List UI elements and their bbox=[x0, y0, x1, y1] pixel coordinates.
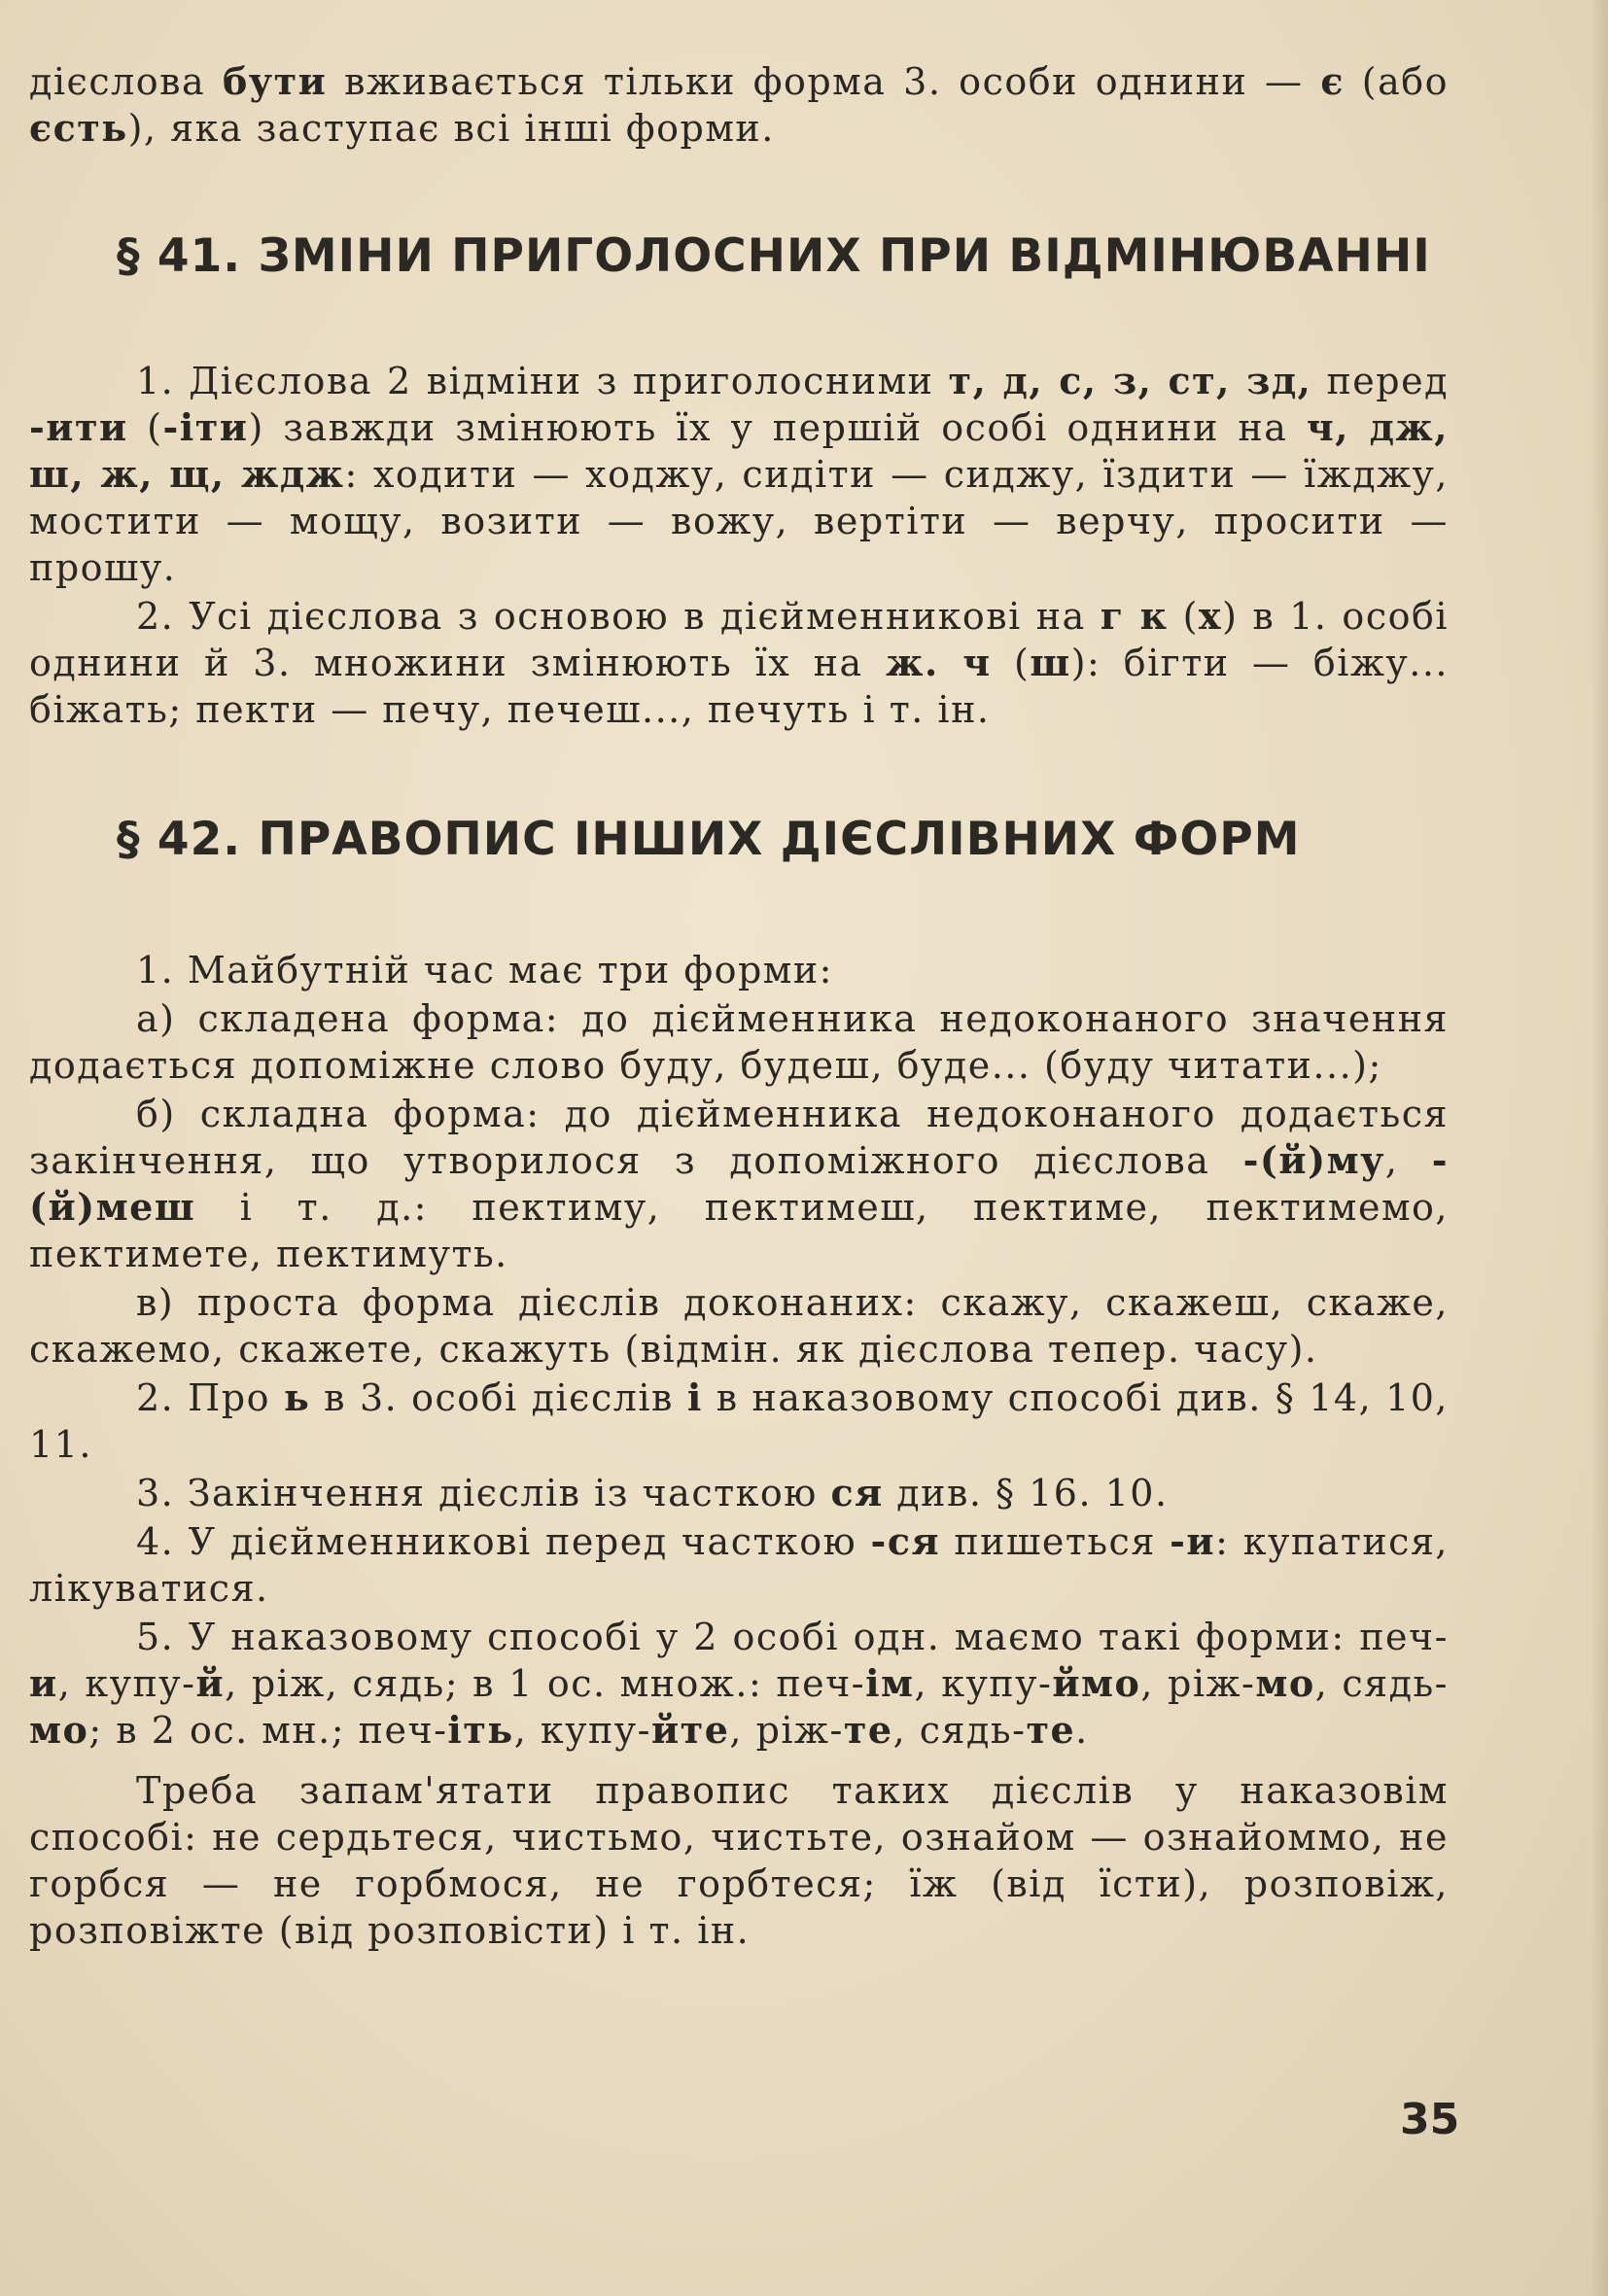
section-41-heading: § 41. ЗМІНИ ПРИГОЛОСНИХ ПРИ ВІДМІНЮВАННІ bbox=[117, 229, 1431, 283]
s42-paragraph-1: 1. Майбутній час має три форми: bbox=[136, 949, 833, 991]
section-42-heading: § 42. ПРАВОПИС ІНШИХ ДІЄСЛІВНИХ ФОРМ bbox=[117, 813, 1301, 866]
s42-paragraph-b: б) складна форма: до дієйменника недоконаного додається закінчення, що утворилося з допоміжного дієслова -(й)му, -(й)меш і т. д.: пектиму, пектимеш, пектиме, пектимемо, пектимете, пектимуть. bbox=[29, 1093, 1449, 1275]
page-content bbox=[29, 58, 1449, 1954]
s42-paragraph-a: а) складена форма: до дієйменника недоконаного значення додається допоміжне слово буду, будеш, буде... (буду читати...); bbox=[29, 997, 1449, 1087]
s42-paragraph-2: 2. Про ь в 3. особі дієслів і в наказовому способі див. § 14, 10, 11. bbox=[29, 1375, 1449, 1466]
s42-paragraph-3: 3. Закінчення дієслів із часткою ся див. § 16. 10. bbox=[136, 1471, 1169, 1514]
page-edge-shadow bbox=[1591, 0, 1608, 2296]
s42-paragraph-v: в) проста форма дієслів доконаних: скажу, скажеш, скаже, скажемо, скажете, скажуть (відмін. як дієслова тепер. часу). bbox=[29, 1281, 1449, 1371]
s41-paragraph-2: 2. Усі дієслова з основою в дієйменникові на г к (х) в 1. особі однини й 3. множини змінюють їх на ж. ч (ш): бігти — біжу... біжать; пекти — печу, печеш..., печуть і т. ін. bbox=[29, 594, 1450, 731]
page-number: 35 bbox=[1400, 2095, 1460, 2144]
s42-paragraph-4: 4. У дієйменникові перед часткою -ся пишеться -и: купатися, лікуватися. bbox=[29, 1519, 1449, 1610]
s42-paragraph-5: 5. У наказовому способі у 2 особі одн. маємо такі форми: печ-и, купу-й, ріж, сядь; в 1 ос. множ.: печ-ім, купу-ймо, ріж-мо, сядь-мо; в 2 ос. мн.; печ-іть, купу-йте, ріж-те, сядь-те. bbox=[29, 1616, 1450, 1752]
intro-paragraph: дієслова бути вживається тільки форма 3. особи однини — є (або єсть), яка заступає всі інші форми. bbox=[29, 59, 1449, 150]
s42-paragraph-6: Треба запам'ятати правопис таких дієслів у наказовім способі: не сердьтеся, чистьмо, чистьте, ознайом — ознайоммо, не горбся — не горбмося, не горбтеся; їж (від їсти), розповіж, розповіжте (від розповісти) і т. ін. bbox=[29, 1769, 1449, 1952]
s41-paragraph-1: 1. Дієслова 2 відміни з приголосними т, д, с, з, ст, зд, перед -ити (-іти) завжди змінюють їх у першій особі однини на ч, дж, ш, ж, щ, ждж: ходити — ходжу, сидіти — сиджу, їздити — їжджу, мостити — мощу, возити — вожу, вертіти — верчу, просити — прошу. bbox=[29, 359, 1449, 589]
